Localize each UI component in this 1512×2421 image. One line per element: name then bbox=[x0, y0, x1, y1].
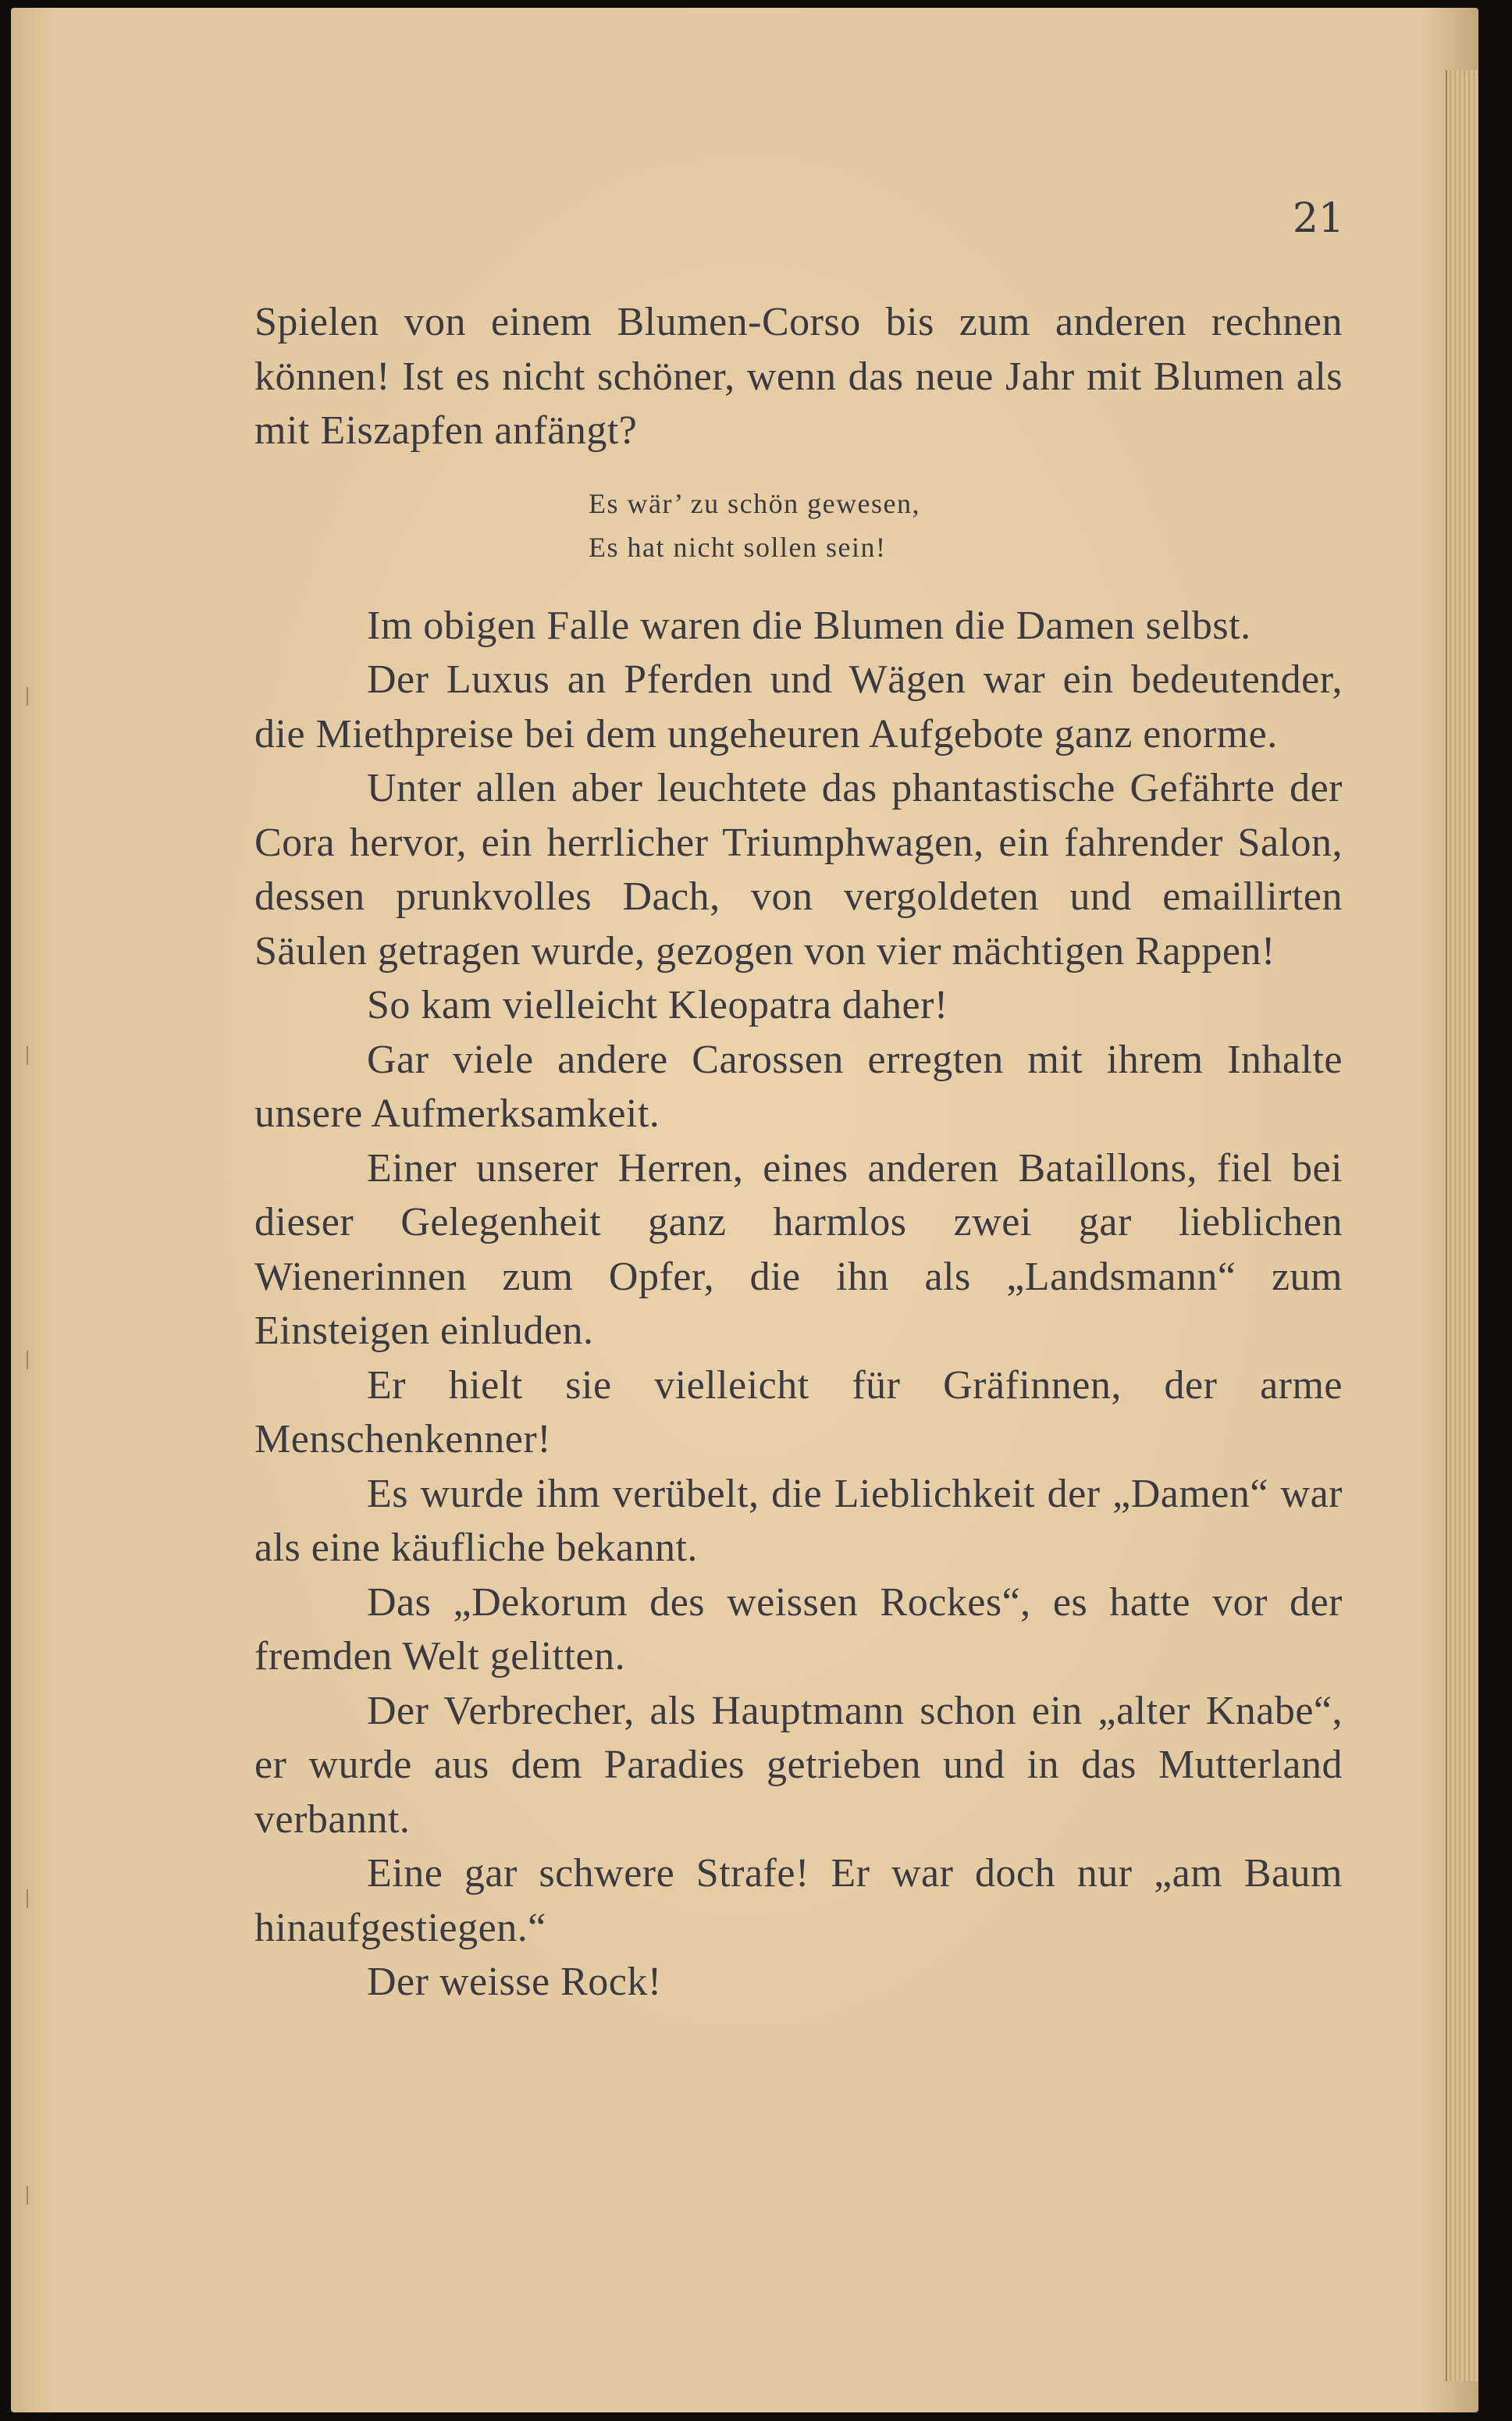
margin-mark bbox=[27, 1046, 34, 1065]
book-page bbox=[11, 8, 1478, 2412]
paragraph: Das „Dekorum des weissen Rockes“, es hatte vor der fremden Welt gelitten. bbox=[254, 1579, 1343, 1679]
paragraph: Gar viele andere Carossen erregten mit ihrem Inhalte unsere Aufmerksamkeit. bbox=[254, 1037, 1343, 1136]
page-edge-stack bbox=[1446, 70, 1478, 2381]
verse-quote bbox=[589, 482, 1343, 569]
margin-mark bbox=[27, 2186, 34, 2205]
paragraph: Eine gar schwere Strafe! Er war doch nur „am Baum hinaufgestiegen.“ bbox=[254, 1851, 1343, 1950]
paragraph: Einer unserer Herren, eines anderen Bataillons, fiel bei dieser Gelegenheit ganz harmlos zwei gar lieblichen Wienerinnen zum Opfer, die ihn als „Landsmann“ zum Einsteigen einluden. bbox=[254, 1145, 1343, 1353]
margin-mark bbox=[27, 687, 34, 706]
page-number: 21 bbox=[1292, 195, 1344, 242]
margin-mark bbox=[27, 1351, 34, 1369]
margin-mark bbox=[27, 1889, 34, 1908]
paragraph: Es wurde ihm verübelt, die Lieblichkeit der „Damen“ war als eine käufliche bekannt. bbox=[254, 1471, 1343, 1570]
paragraph: Der weisse Rock! bbox=[367, 1960, 662, 2004]
verse-line-2: Es hat nicht sollen sein! bbox=[589, 531, 887, 563]
paragraph: Unter allen aber leuchtete das phantastische Gefährte der Cora hervor, ein herrlicher Triumphwagen, ein fahrender Salon, dessen prunkvolles Dach, von vergoldeten und emaillirten Säulen getragen wurde, gezogen von vier mächtigen Rappen! bbox=[254, 766, 1343, 974]
paragraph: Im obigen Falle waren die Blumen die Damen selbst. bbox=[367, 603, 1251, 648]
paragraph: So kam vielleicht Kleopatra daher! bbox=[367, 983, 948, 1027]
page-body bbox=[254, 295, 1343, 2010]
verse-line-1: Es wär’ zu schön gewesen, bbox=[589, 487, 921, 519]
paragraph: Der Verbrecher, als Hauptmann schon ein „alter Knabe“, er wurde aus dem Paradies getrieben und in das Mutterland verbannt. bbox=[254, 1688, 1343, 1842]
paragraph: Er hielt sie vielleicht für Gräfinnen, der arme Menschenkenner! bbox=[254, 1362, 1343, 1462]
paragraph: Der Luxus an Pferden und Wägen war ein bedeutender, die Miethpreise bei dem ungeheuren Aufgebote ganz enorme. bbox=[254, 657, 1343, 757]
paragraph-continuation: Spielen von einem Blumen-Corso bis zum anderen rechnen können! Ist es nicht schöner, wenn das neue Jahr mit Blumen als mit Eiszapfen anfängt? bbox=[254, 300, 1343, 453]
